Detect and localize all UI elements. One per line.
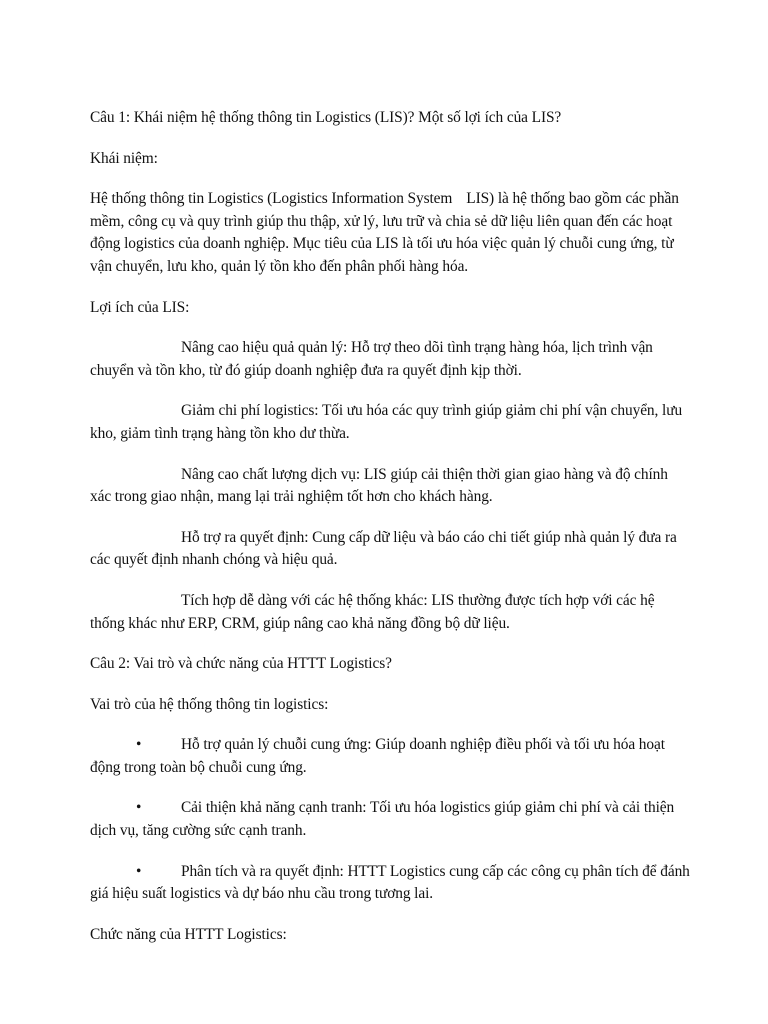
bullet-icon: •	[136, 736, 142, 754]
document-body	[90, 107, 690, 964]
role-list-item	[90, 797, 690, 842]
benefits-heading: Lợi ích của LIS:	[90, 298, 190, 316]
role-text: Hỗ trợ quản lý chuỗi cung ứng: Giúp doanh nghiệp điều phối và tối ưu hóa hoạt động trong toàn bộ chuỗi cung ứng.	[90, 736, 665, 776]
concept-text-rest: LIS) là hệ thống bao gồm các phần mềm, công cụ và quy trình giúp thu thập, xử lý, lưu trữ và chia sẻ dữ liệu liên quan đến các hoạt động logistics của doanh nghiệp. Mục tiêu của LIS là tối ưu hóa việc quản lý chuỗi cung ứng, từ vận chuyển, lưu kho, quản lý tồn kho đến phân phối hàng hóa.	[90, 190, 679, 275]
role-text: Cải thiện khả năng cạnh tranh: Tối ưu hóa logistics giúp giảm chi phí và cải thiện dịch vụ, tăng cường sức cạnh tranh.	[90, 799, 675, 840]
question-2-title: Câu 2: Vai trò và chức năng của HTTT Logistics?	[90, 655, 392, 673]
role-list-item	[90, 861, 690, 906]
benefit-item: Hỗ trợ ra quyết định: Cung cấp dữ liệu và báo cáo chi tiết giúp nhà quản lý đưa ra các quyết định nhanh chóng và hiệu quả.	[90, 528, 677, 569]
concept-paragraph	[90, 188, 690, 278]
question-1-title: Câu 1: Khái niệm hệ thống thông tin Logistics (LIS)? Một số lợi ích của LIS?	[90, 109, 562, 126]
benefit-item: Nâng cao chất lượng dịch vụ: LIS giúp cải thiện thời gian giao hàng và độ chính xác trong giao nhận, mang lại trải nghiệm tốt hơn cho khách hàng.	[90, 465, 668, 506]
concept-heading: Khái niệm:	[90, 149, 158, 167]
benefit-item: Tích hợp dễ dàng với các hệ thống khác: LIS thường được tích hợp với các hệ thống khác như ERP, CRM, giúp nâng cao khả năng đồng bộ dữ liệu.	[90, 591, 655, 632]
benefit-item: Nâng cao hiệu quả quản lý: Hỗ trợ theo dõi tình trạng hàng hóa, lịch trình vận chuyển và tồn kho, từ đó giúp doanh nghiệp đưa ra quyết định kịp thời.	[90, 339, 653, 379]
functions-heading: Chức năng của HTTT Logistics:	[90, 925, 287, 943]
role-text: Phân tích và ra quyết định: HTTT Logistics cung cấp các công cụ phân tích để đánh giá hiệu suất logistics và dự báo nhu cầu trong tương lai.	[90, 862, 690, 903]
concept-text-start: Hệ thống thông tin Logistics (Logistics Information System	[90, 190, 453, 208]
bullet-icon: •	[136, 862, 142, 880]
role-list-item	[90, 734, 690, 779]
bullet-icon: •	[136, 799, 142, 817]
roles-heading: Vai trò của hệ thống thông tin logistics:	[90, 695, 329, 713]
benefit-item: Giảm chi phí logistics: Tối ưu hóa các quy trình giúp giảm chi phí vận chuyển, lưu kho, giảm tình trạng hàng tồn kho dư thừa.	[90, 402, 683, 442]
